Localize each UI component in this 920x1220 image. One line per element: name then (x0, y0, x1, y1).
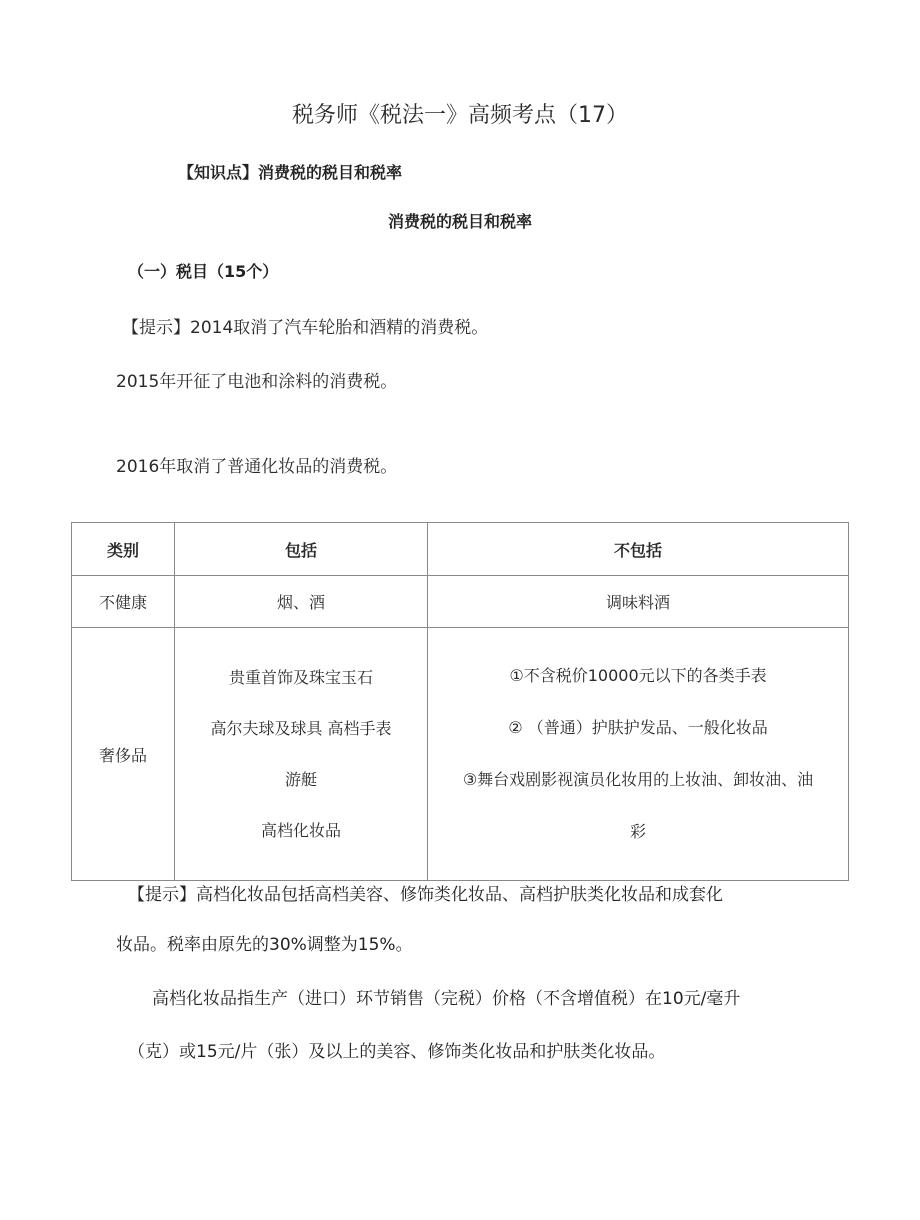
include-item: 高档化妆品 (260, 821, 341, 840)
exclude-item: ② （普通）护肤护发品、一般化妆品 (508, 718, 768, 737)
section-heading: （一）税目（15个） (128, 262, 279, 281)
exclude-item: ①不含税价10000元以下的各类手表 (509, 666, 767, 685)
tax-items-table (71, 522, 849, 881)
row-excludes: 调味料酒 (428, 576, 849, 628)
exclude-item: ③舞台戏剧影视演员化妆用的上妆油、卸妆油、油 (462, 770, 814, 789)
note-line-4: （克）或15元/片（张）及以上的美容、修饰类化妆品和护肤类化妆品。 (128, 1042, 666, 1062)
table-header-row (72, 523, 849, 576)
exclude-item: 彩 (629, 822, 646, 841)
row-includes-cell (175, 628, 428, 881)
note-line-3: 高档化妆品指生产（进口）环节销售（完税）价格（不含增值税）在10元/毫升 (152, 989, 741, 1009)
row-excludes-cell (428, 628, 849, 881)
note-line-1: 【提示】高档化妆品包括高档美容、修饰类化妆品、高档护肤类化妆品和成套化 (128, 885, 723, 905)
header-excludes: 不包括 (428, 523, 849, 576)
note-line-2: 妆品。税率由原先的30%调整为15%。 (116, 935, 413, 955)
header-includes: 包括 (175, 523, 428, 576)
table-row (72, 576, 849, 628)
intro-line-1: 【提示】2014取消了汽车轮胎和酒精的消费税。 (122, 318, 489, 338)
section-subtitle: 消费税的税目和税率 (387, 212, 532, 231)
row-includes: 烟、酒 (175, 576, 428, 628)
include-item: 高尔夫球及球具 高档手表 (210, 719, 392, 738)
header-category: 类别 (72, 523, 175, 576)
row-category: 不健康 (72, 576, 175, 628)
table-row (72, 628, 849, 881)
include-item: 贵重首饰及珠宝玉石 (228, 668, 373, 687)
intro-line-3: 2016年取消了普通化妆品的消费税。 (116, 457, 398, 477)
intro-line-2: 2015年开征了电池和涂料的消费税。 (116, 372, 398, 392)
page-title: 税务师《税法一》高频考点（17） (292, 103, 628, 128)
knowledge-point-heading: 【知识点】消费税的税目和税率 (178, 163, 403, 182)
include-item: 游艇 (284, 770, 317, 789)
row-category: 奢侈品 (72, 628, 175, 881)
